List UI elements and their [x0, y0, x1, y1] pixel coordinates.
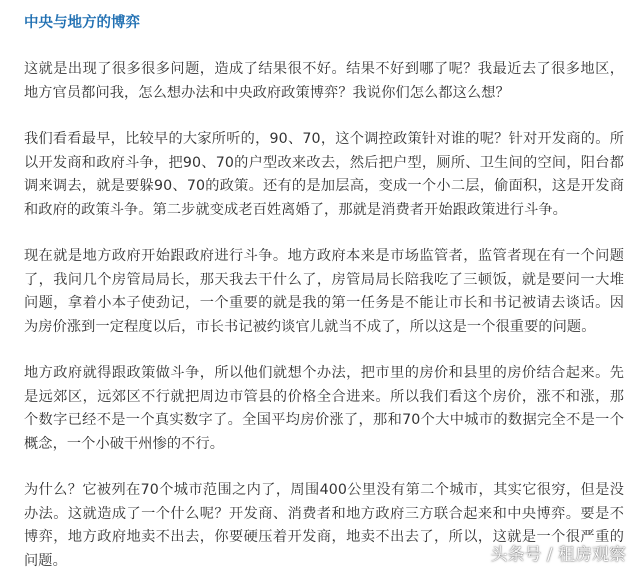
article	[24, 0, 624, 573]
paragraph-1: 这就是出现了很多很多问题，造成了结果很不好。结果不好到哪了呢？我最近去了很多地区，地方官员都问我，怎么想办法和中央政府政策博弈？我说你们怎么都这么想？	[24, 61, 624, 101]
paragraph-4: 地方政府就得跟政策做斗争，所以他们就想个办法，把市里的房价和县里的房价结合起来。先是远郊区，远郊区不行就把周边市管县的价格全合进来。所以我们看这个房价，涨不和涨，那个数字已经不是一个真实数字了。全国平均房价涨了，那和70个大中城市的数据完全不是一个概念，一个小破干州惨的不行。	[24, 365, 624, 452]
paragraph-5: 为什么？它被列在70个城市范围之内了，周围400公里没有第二个城市，其实它很穷，但是没办法。这就造成了一个什么呢？开发商、消费者和地方政府三方联合起来和中央博弈。要是不博弈，地方政府地卖不出去，你要硬压着开发商，地卖不出去了，所以，这就是一个很严重的问题。	[24, 482, 624, 569]
article-title: 中央与地方的博弈	[24, 15, 140, 31]
toutiao-logo-icon	[462, 542, 484, 564]
watermark-text: 头条号 / 租房观察	[490, 545, 626, 565]
paragraph-2: 我们看看最早，比较早的大家所听的，90、70，这个调控政策针对谁的呢？针对开发商的。所以开发商和政府斗争，把90、70的户型改来改去，然后把户型，厕所、卫生间的空间，阳台都调来调去，就是要躲90、70的政策。还有的是加层高，变成一个小二层，偷面积，这是开发商和政府的政策斗争。第二步就变成老百姓离婚了，那就是消费者开始跟政策进行斗争。	[24, 131, 624, 218]
paragraph-3: 现在就是地方政府开始跟政府进行斗争。地方政府本来是市场监管者，监管者现在有一个问题了，我问几个房管局局长，那天我去干什么了，房管局局长陪我吃了三顿饭，就是要问一大堆问题，拿着小本子使劲记，一个重要的就是我的第一任务是不能让市长和书记被请去谈话。因为房价涨到一定程度以后，市长书记被约谈官儿就当不成了，所以这是一个很重要的问题。	[24, 248, 624, 335]
watermark	[462, 540, 626, 565]
